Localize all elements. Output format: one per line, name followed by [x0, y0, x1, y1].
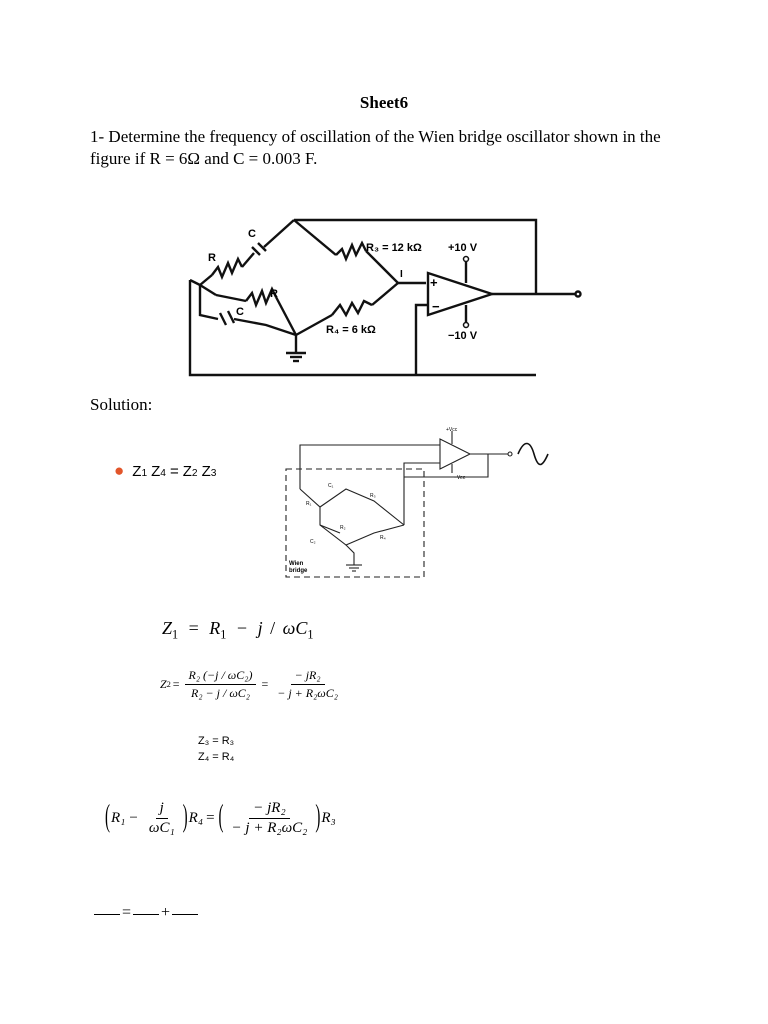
eq2-num1: R₂ (−j / ωC₂) [185, 668, 257, 685]
z1-sub: 1 [141, 468, 148, 479]
equation-balance [104, 800, 336, 837]
eq2-den2: − j + R₂ωC₂ [277, 686, 338, 700]
label-r-left: R [208, 252, 216, 264]
eq5-rparen1: ) [182, 800, 188, 835]
eq1-c: C [295, 618, 308, 638]
eq5-den: ωC₁ [148, 820, 175, 836]
label-c-mid: C [236, 306, 244, 318]
z3: Z [201, 463, 211, 480]
eq5-num: j [156, 800, 168, 819]
eq2-eq1: = [172, 677, 180, 691]
label-wien: Wien [289, 561, 304, 567]
eq5-fraction-1 [145, 800, 179, 837]
label-r3: R₃ = 12 kΩ [366, 242, 422, 254]
eq1-omega: ω [282, 618, 296, 638]
label-r4: R₄ [380, 535, 386, 541]
z3-sub: 3 [210, 468, 217, 479]
eq1-eq: = [188, 618, 199, 638]
label-r-mid: R [270, 288, 278, 300]
label-bridge: bridge [289, 568, 308, 574]
eq2-fraction-1 [185, 668, 257, 701]
eq6-blank-1 [94, 914, 120, 915]
eq5-r1: R₁ [111, 810, 126, 826]
z1: Z [132, 463, 142, 480]
equation-z1 [162, 618, 313, 643]
label-vee: −Vee [454, 475, 466, 481]
wien-bridge-circuit-figure [186, 215, 586, 385]
label-plus: + [430, 275, 438, 290]
eq5-r4: R₄ [188, 810, 204, 826]
eq2-num2: − jR₂ [291, 668, 325, 685]
bullet-equation [114, 462, 216, 480]
equation-blank [94, 904, 198, 922]
eq5-num2: − jR₂ [249, 800, 289, 819]
label-vminus: −10 V [448, 330, 478, 342]
eq6-blank-3 [172, 914, 198, 915]
eq1-minus: − [236, 618, 248, 638]
eq2-lhs-sub: 2 [166, 680, 171, 689]
wien-bridge-oscillator-figure [280, 425, 550, 583]
sine-wave-icon [518, 444, 548, 465]
eq2-fraction-2 [273, 668, 342, 701]
label-minus: − [432, 299, 440, 314]
label-in: I [400, 269, 403, 280]
eq5-fraction-2 [228, 800, 312, 837]
label-r3: R₃ [370, 493, 376, 499]
eq1-c-sub: 1 [307, 627, 314, 642]
page-title: Sheet6 [359, 93, 409, 112]
label-r1: R₁ [306, 501, 312, 507]
z4-sub: 4 [160, 468, 166, 479]
label-r4: R₄ = 6 kΩ [326, 324, 376, 336]
label-r2: R₂ [340, 525, 346, 531]
eq2-lhs: Z [160, 677, 167, 691]
eq6-plus: + [161, 904, 171, 921]
eq1-r-sub: 1 [220, 627, 227, 642]
z2-sub: 2 [191, 468, 198, 479]
eq-sign: = [169, 463, 179, 480]
eq1-r: R [209, 618, 221, 638]
eq6-blank-2 [133, 914, 159, 915]
label-vcc: +Vcc [446, 427, 458, 433]
equation-z3: Z₃ = R₃ [198, 735, 235, 747]
eq5-lparen1: ( [105, 800, 110, 835]
eq5-eq: = [206, 810, 215, 826]
eq1-lhs-sub: 1 [172, 627, 179, 642]
label-c2: C₂ [310, 539, 316, 545]
eq5-minus: − [129, 810, 138, 826]
eq5-den2: − j + R₂ωC₂ [231, 820, 308, 836]
eq1-lhs: Z [162, 618, 173, 638]
equation-z2 [160, 668, 345, 701]
eq6-eq: = [122, 904, 132, 921]
eq5-rparen2: ) [315, 800, 321, 835]
label-c-top: C [248, 228, 256, 240]
eq1-j: j [257, 618, 263, 638]
equation-z4: Z₄ = R₄ [198, 751, 235, 763]
solution-heading: Solution: [90, 395, 153, 414]
z2: Z [182, 463, 192, 480]
label-c1: C₁ [328, 483, 334, 489]
eq5-r3: R₃ [321, 810, 336, 826]
question-text: 1- Determine the frequency of oscillation of the Wien bridge oscillator shown in the figure if R = 6Ω and C = 0.003 F. [90, 127, 661, 168]
bullet-dot-icon: ● [114, 461, 125, 480]
eq2-eq2: = [261, 677, 269, 691]
label-vplus: +10 V [448, 242, 478, 254]
eq2-den1: R₂ − j / ωC₂ [191, 686, 250, 700]
z4: Z [151, 463, 161, 480]
eq5-lparen2: ( [218, 800, 224, 835]
eq1-slash: / [270, 618, 276, 638]
